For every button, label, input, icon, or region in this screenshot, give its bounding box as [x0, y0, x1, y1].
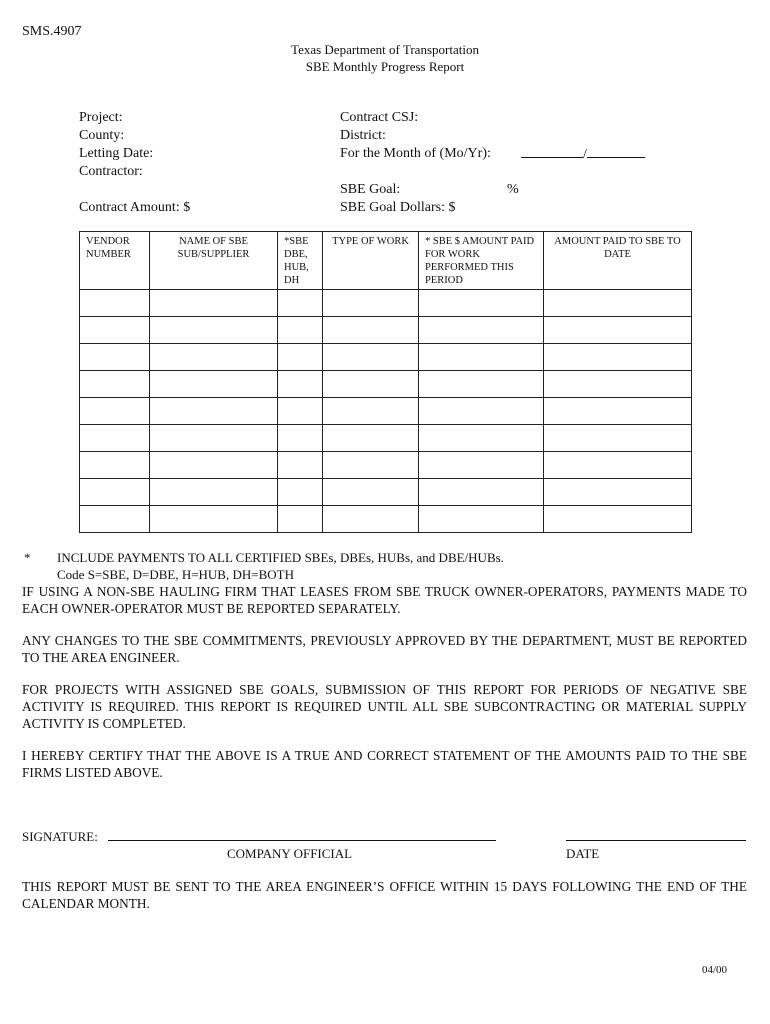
table-cell[interactable]: [278, 425, 323, 452]
table-cell[interactable]: [323, 290, 419, 317]
table-cell[interactable]: [419, 290, 544, 317]
table-cell[interactable]: [544, 371, 692, 398]
table-row: [80, 506, 692, 533]
table-cell[interactable]: [323, 506, 419, 533]
table-cell[interactable]: [544, 452, 692, 479]
certification-statement: I HEREBY CERTIFY THAT THE ABOVE IS A TRUE AND CORRECT STATEMENT OF THE AMOUNTS PAID TO THE SBE FIRMS LISTED ABOVE.: [22, 748, 747, 780]
note-hauling: IF USING A NON-SBE HAULING FIRM THAT LEASES FROM SBE TRUCK OWNER-OPERATORS, PAYMENTS MADE TO EACH OWNER-OPERATOR MUST BE REPORTED SEPARATELY.: [22, 584, 747, 616]
sbe-goal-label: SBE Goal:: [340, 182, 401, 197]
sbe-goal-percent: %: [507, 182, 519, 197]
table-cell[interactable]: [419, 479, 544, 506]
month-year-field[interactable]: [521, 145, 645, 164]
table-cell[interactable]: [323, 452, 419, 479]
table-cell[interactable]: [419, 344, 544, 371]
table-header-row: [80, 232, 692, 290]
form-code: SMS.4907: [22, 24, 82, 39]
table-cell[interactable]: [80, 290, 150, 317]
table-cell[interactable]: [419, 506, 544, 533]
for-month-label: For the Month of (Mo/Yr):: [340, 146, 491, 161]
table-cell[interactable]: [80, 317, 150, 344]
table-row: [80, 344, 692, 371]
sbe-goal-dollars-label: SBE Goal Dollars: $: [340, 200, 456, 215]
month-blank[interactable]: [521, 145, 583, 158]
year-blank[interactable]: [587, 145, 645, 158]
date-line[interactable]: [566, 840, 746, 841]
table-cell[interactable]: [80, 506, 150, 533]
table-cell[interactable]: [80, 452, 150, 479]
table-cell[interactable]: [80, 371, 150, 398]
table-cell[interactable]: [278, 344, 323, 371]
district-label: District:: [340, 128, 386, 143]
table-cell[interactable]: [278, 371, 323, 398]
table-row: [80, 317, 692, 344]
table-row: [80, 290, 692, 317]
note-code-line: Code S=SBE, D=DBE, H=HUB, DH=BOTH: [57, 567, 294, 582]
county-label: County:: [79, 128, 125, 143]
col-header-name: NAME OF SBE SUB/SUPPLIER: [150, 232, 278, 290]
table-cell[interactable]: [150, 290, 278, 317]
date-label: DATE: [566, 846, 600, 861]
col-header-vendor-number: VENDOR NUMBER: [80, 232, 150, 290]
table-cell[interactable]: [544, 290, 692, 317]
table-cell[interactable]: [544, 317, 692, 344]
table-cell[interactable]: [323, 371, 419, 398]
sbe-payments-table: [79, 231, 692, 533]
table-cell[interactable]: [419, 425, 544, 452]
table-cell[interactable]: [419, 398, 544, 425]
note-include-payments: INCLUDE PAYMENTS TO ALL CERTIFIED SBEs, DBEs, HUBs, and DBE/HUBs.: [57, 550, 504, 565]
table-cell[interactable]: [544, 479, 692, 506]
table-cell[interactable]: [419, 371, 544, 398]
letting-date-label: Letting Date:: [79, 146, 154, 161]
table-cell[interactable]: [150, 425, 278, 452]
table-body: [80, 290, 692, 533]
table-cell[interactable]: [323, 425, 419, 452]
agency-name: Texas Department of Transportation: [291, 42, 479, 57]
contractor-label: Contractor:: [79, 164, 143, 179]
table-row: [80, 425, 692, 452]
table-cell[interactable]: [150, 344, 278, 371]
table-row: [80, 398, 692, 425]
table-cell[interactable]: [278, 479, 323, 506]
signature-line[interactable]: [108, 840, 496, 841]
table-cell[interactable]: [544, 344, 692, 371]
note-projects: FOR PROJECTS WITH ASSIGNED SBE GOALS, SUBMISSION OF THIS REPORT FOR PERIODS OF NEGATIVE SBE ACTIVITY IS REQUIRED. THIS REPORT IS REQUIRED UNTIL ALL SBE SUBCONTRACTING OR MATERIAL SUPPLY ACTIVITY IS COMPLETED.: [22, 682, 747, 731]
table-cell[interactable]: [80, 425, 150, 452]
revision-date: 04/00: [702, 964, 728, 976]
col-header-type-of-work: TYPE OF WORK: [323, 232, 419, 290]
project-label: Project:: [79, 110, 123, 125]
table-cell[interactable]: [150, 479, 278, 506]
month-year-separator: /: [583, 147, 587, 162]
table-cell[interactable]: [544, 398, 692, 425]
table-cell[interactable]: [419, 317, 544, 344]
note-asterisk: *: [24, 550, 31, 565]
table-cell[interactable]: [150, 398, 278, 425]
table-cell[interactable]: [150, 317, 278, 344]
col-header-amount-period: * SBE $ AMOUNT PAID FOR WORK PERFORMED THIS PERIOD: [419, 232, 544, 290]
note-changes: ANY CHANGES TO THE SBE COMMITMENTS, PREVIOUSLY APPROVED BY THE DEPARTMENT, MUST BE REPORTED TO THE AREA ENGINEER.: [22, 633, 747, 665]
table-cell[interactable]: [80, 479, 150, 506]
table-cell[interactable]: [150, 371, 278, 398]
signature-label: SIGNATURE:: [22, 829, 98, 844]
table-row: [80, 452, 692, 479]
table-cell[interactable]: [80, 398, 150, 425]
table-row: [80, 371, 692, 398]
table-cell[interactable]: [278, 317, 323, 344]
col-header-amount-to-date: AMOUNT PAID TO SBE TO DATE: [544, 232, 692, 290]
submission-deadline: THIS REPORT MUST BE SENT TO THE AREA ENGINEER’S OFFICE WITHIN 15 DAYS FOLLOWING THE END OF THE CALENDAR MONTH.: [22, 879, 747, 911]
table-cell[interactable]: [323, 479, 419, 506]
company-official-label: COMPANY OFFICIAL: [227, 846, 353, 861]
table-cell[interactable]: [278, 452, 323, 479]
report-title: SBE Monthly Progress Report: [305, 59, 465, 74]
table-cell[interactable]: [323, 317, 419, 344]
contract-csj-label: Contract CSJ:: [340, 110, 419, 125]
table-cell[interactable]: [323, 344, 419, 371]
table-cell[interactable]: [278, 290, 323, 317]
table-cell[interactable]: [150, 506, 278, 533]
table-cell[interactable]: [544, 506, 692, 533]
table-cell[interactable]: [278, 506, 323, 533]
table-cell[interactable]: [323, 398, 419, 425]
contract-amount-label: Contract Amount: $: [79, 200, 191, 215]
table-cell[interactable]: [278, 398, 323, 425]
table-row: [80, 479, 692, 506]
table-cell[interactable]: [80, 344, 150, 371]
col-header-sbe-type: *SBE DBE, HUB, DH: [278, 232, 323, 290]
table-cell[interactable]: [150, 452, 278, 479]
table-cell[interactable]: [419, 452, 544, 479]
table-cell[interactable]: [544, 425, 692, 452]
